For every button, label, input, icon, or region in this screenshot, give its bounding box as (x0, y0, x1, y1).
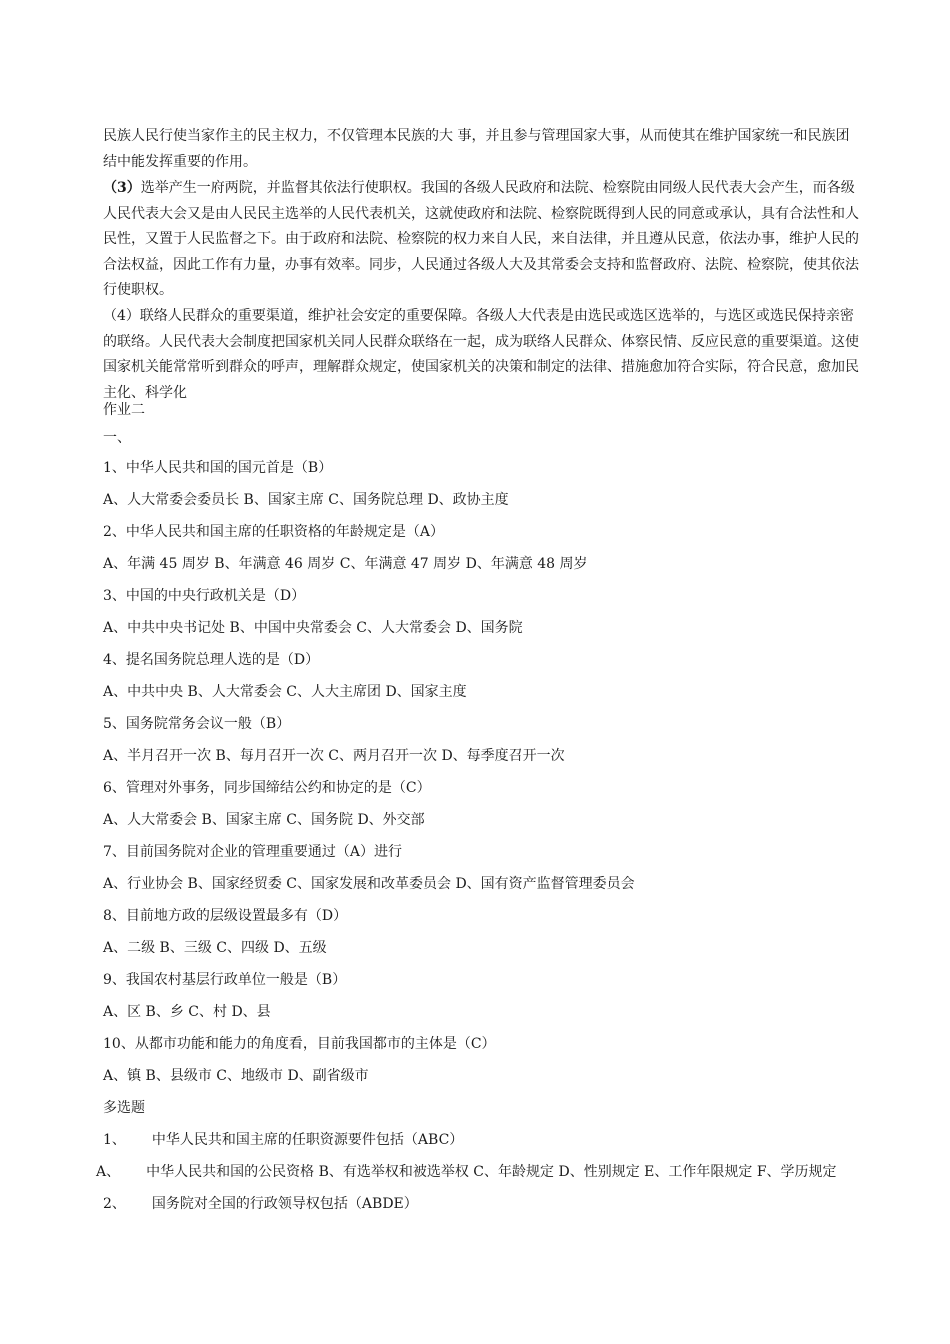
question-8: 8、目前地方政的层级设置最多有（D） (103, 908, 348, 924)
multi-question-1-number: 1、 (103, 1132, 126, 1148)
answer-options-10: A、镇 B、县级市 C、地级市 D、副省级市 (103, 1068, 369, 1084)
multi-choice-title: 多选题 (103, 1100, 145, 1116)
multi-question-2-number: 2、 (103, 1196, 126, 1212)
question-9: 9、我国农村基层行政单位一般是（B） (103, 972, 347, 988)
multi-answer-1-text: 中华人民共和国的公民资格 B、有选举权和被选举权 C、年龄规定 D、性别规定 E、工作年限规定 F、学历规定 (146, 1164, 837, 1180)
question-6: 6、管理对外事务，同步国缔结公约和协定的是（C） (103, 780, 431, 796)
multi-question-2 (103, 1194, 418, 1214)
multi-question-1-text: 中华人民共和国主席的任职资源要件包括（ABC） (151, 1132, 464, 1148)
question-3: 3、中国的中央行政机关是（D） (103, 588, 306, 604)
answer-options-3: A、中共中央书记处 B、中国中央常委会 C、人大常委会 D、国务院 (103, 620, 523, 636)
paragraph-point-3-prefix: （3） (103, 180, 141, 196)
question-2: 2、中华人民共和国主席的任职资格的年龄规定是（A） (103, 524, 445, 540)
multi-answer-1-number: A、 (96, 1164, 121, 1180)
section-subtitle: 一、 (103, 430, 131, 446)
question-1: 1、中华人民共和国的国元首是（B） (103, 460, 333, 476)
paragraph-point-4: （4）联络人民群众的重要渠道，维护社会安定的重要保障。各级人大代表是由选民或选区选举的，与选区或选民保持亲密的联络。人民代表大会制度把国家机关同人民群众联络在一起，成为联络人民群众、体察民情、反应民意的重要渠道。这使国家机关能常常听到群众的呼声，理解群众规定，使国家机关的决策和制定的法律、措施愈加符合实际，符合民意，愈加民主化、科学化 (103, 308, 859, 401)
answer-options-7: A、行业协会 B、国家经贸委 C、国家发展和改革委员会 D、国有资产监督管理委员会 (103, 876, 635, 892)
answer-options-9: A、区 B、乡 C、村 D、县 (103, 1004, 271, 1020)
question-7: 7、目前国务院对企业的管理重要通过（A）进行 (103, 844, 403, 860)
section-title: 作业二 (103, 402, 145, 418)
answer-options-1: A、人大常委会委员长 B、国家主席 C、国务院总理 D、政协主度 (103, 492, 509, 508)
multi-question-1 (103, 1130, 463, 1150)
paragraph-ethnic-autonomy: 民族人民行使当家作主的民主权力，不仅管理本民族的大 事，并且参与管理国家大事，从而使其在维护国家统一和民族团结中能发挥重要的作用。 (103, 128, 850, 170)
answer-options-6: A、人大常委会 B、国家主席 C、国务院 D、外交部 (103, 812, 425, 828)
question-5: 5、国务院常务会议一般（B） (103, 716, 291, 732)
answer-options-4: A、中共中央 B、人大常委会 C、人大主席团 D、国家主度 (103, 684, 467, 700)
question-4: 4、提名国务院总理人选的是（D） (103, 652, 320, 668)
answer-options-2: A、年满 45 周岁 B、年满意 46 周岁 C、年满意 47 周岁 D、年满意 48 周岁 (103, 556, 588, 572)
paragraph-point-3-text: 选举产生一府两院，并监督其依法行使职权。我国的各级人民政府和法院、检察院由同级人民代表大会产生，而各级人民代表大会又是由人民民主选举的人民代表机关，这就使政府和法院、检察院既得到人民的同意或承认，具有合法性和人民性，又置于人民监督之下。由于政府和法院、检察院的权力来自人民，来自法律，并且遵从民意，依法办事，维护人民的合法权益，因此工作有力量，办事有效率。同步，人民通过各级人大及其常委会支持和监督政府、法院、检察院，使其依法行使职权。 (103, 180, 859, 299)
multi-answer-options-1 (96, 1162, 837, 1182)
multi-question-2-text: 国务院对全国的行政领导权包括（ABDE） (151, 1196, 418, 1212)
paragraph-point-3 (103, 176, 863, 304)
answer-options-8: A、二级 B、三级 C、四级 D、五级 (103, 940, 327, 956)
answer-options-5: A、半月召开一次 B、每月召开一次 C、两月召开一次 D、每季度召开一次 (103, 748, 565, 764)
question-10: 10、从都市功能和能力的角度看，目前我国都市的主体是（C） (103, 1036, 496, 1052)
